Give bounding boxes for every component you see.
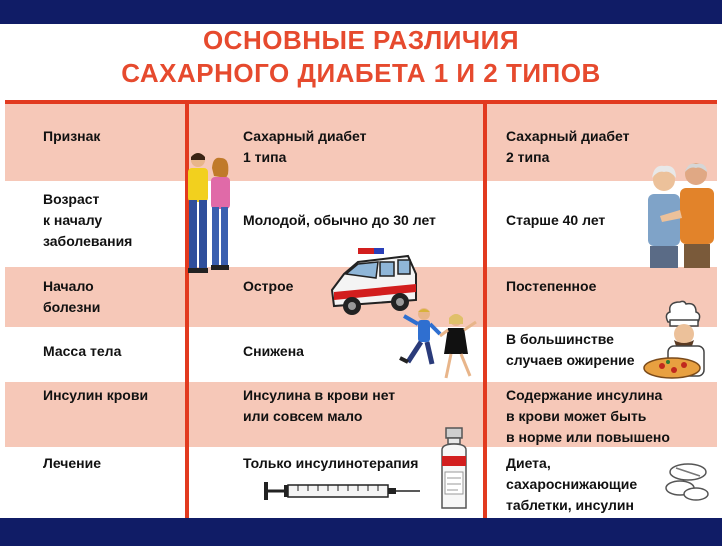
cell-type2-header: Сахарный диабет 2 типа <box>506 128 630 165</box>
insulin-syringe-icon <box>262 476 422 506</box>
elderly-couple-icon <box>640 160 720 270</box>
cell-type1-age: Молодой, обычно до 30 лет <box>243 212 436 228</box>
cell-feature-age: Возраст к началу заболевания <box>43 191 133 249</box>
table-row-insulin <box>5 382 717 447</box>
cell-type1-insulin: Инсулина в крови нет или совсем мало <box>243 387 396 424</box>
cell-feature-header: Признак <box>43 128 101 144</box>
young-couple-icon <box>180 150 238 282</box>
cell-type1-treatment: Только инсулинотерапия <box>243 455 419 471</box>
pills-icon <box>664 460 710 504</box>
title-line-2: САХАРНОГО ДИАБЕТА 1 И 2 ТИПОВ <box>121 58 601 88</box>
cell-type2-insulin: Содержание инсулина в крови может быть в норме или повышено <box>506 387 670 445</box>
cell-type2-age: Старше 40 лет <box>506 212 606 228</box>
cell-type1-mass: Снижена <box>243 343 304 359</box>
title-line-1: ОСНОВНЫЕ РАЗЛИЧИЯ <box>202 25 520 55</box>
table-row-mass <box>5 327 717 382</box>
column-divider-2 <box>483 100 487 518</box>
cell-feature-insulin: Инсулин крови <box>43 387 149 403</box>
top-bar <box>0 0 722 24</box>
cell-type1-onset: Острое <box>243 278 294 294</box>
chef-pizza-icon <box>640 300 720 386</box>
bottom-bar <box>0 518 722 546</box>
cell-type2-mass: В большинстве случаев ожирение <box>506 331 635 368</box>
cell-type2-onset: Постепенное <box>506 278 597 294</box>
insulin-vial-icon <box>436 426 472 512</box>
slide-title <box>0 24 722 98</box>
cell-feature-onset: Начало болезни <box>43 278 101 315</box>
cell-feature-mass: Масса тела <box>43 343 122 359</box>
cell-feature-treatment: Лечение <box>43 455 102 471</box>
cell-type2-treatment: Диета, сахароснижающие таблетки, инсулин <box>506 455 638 513</box>
table-row-header <box>5 104 717 181</box>
dancing-people-icon <box>396 306 480 386</box>
cell-type1-header: Сахарный диабет 1 типа <box>243 128 367 165</box>
